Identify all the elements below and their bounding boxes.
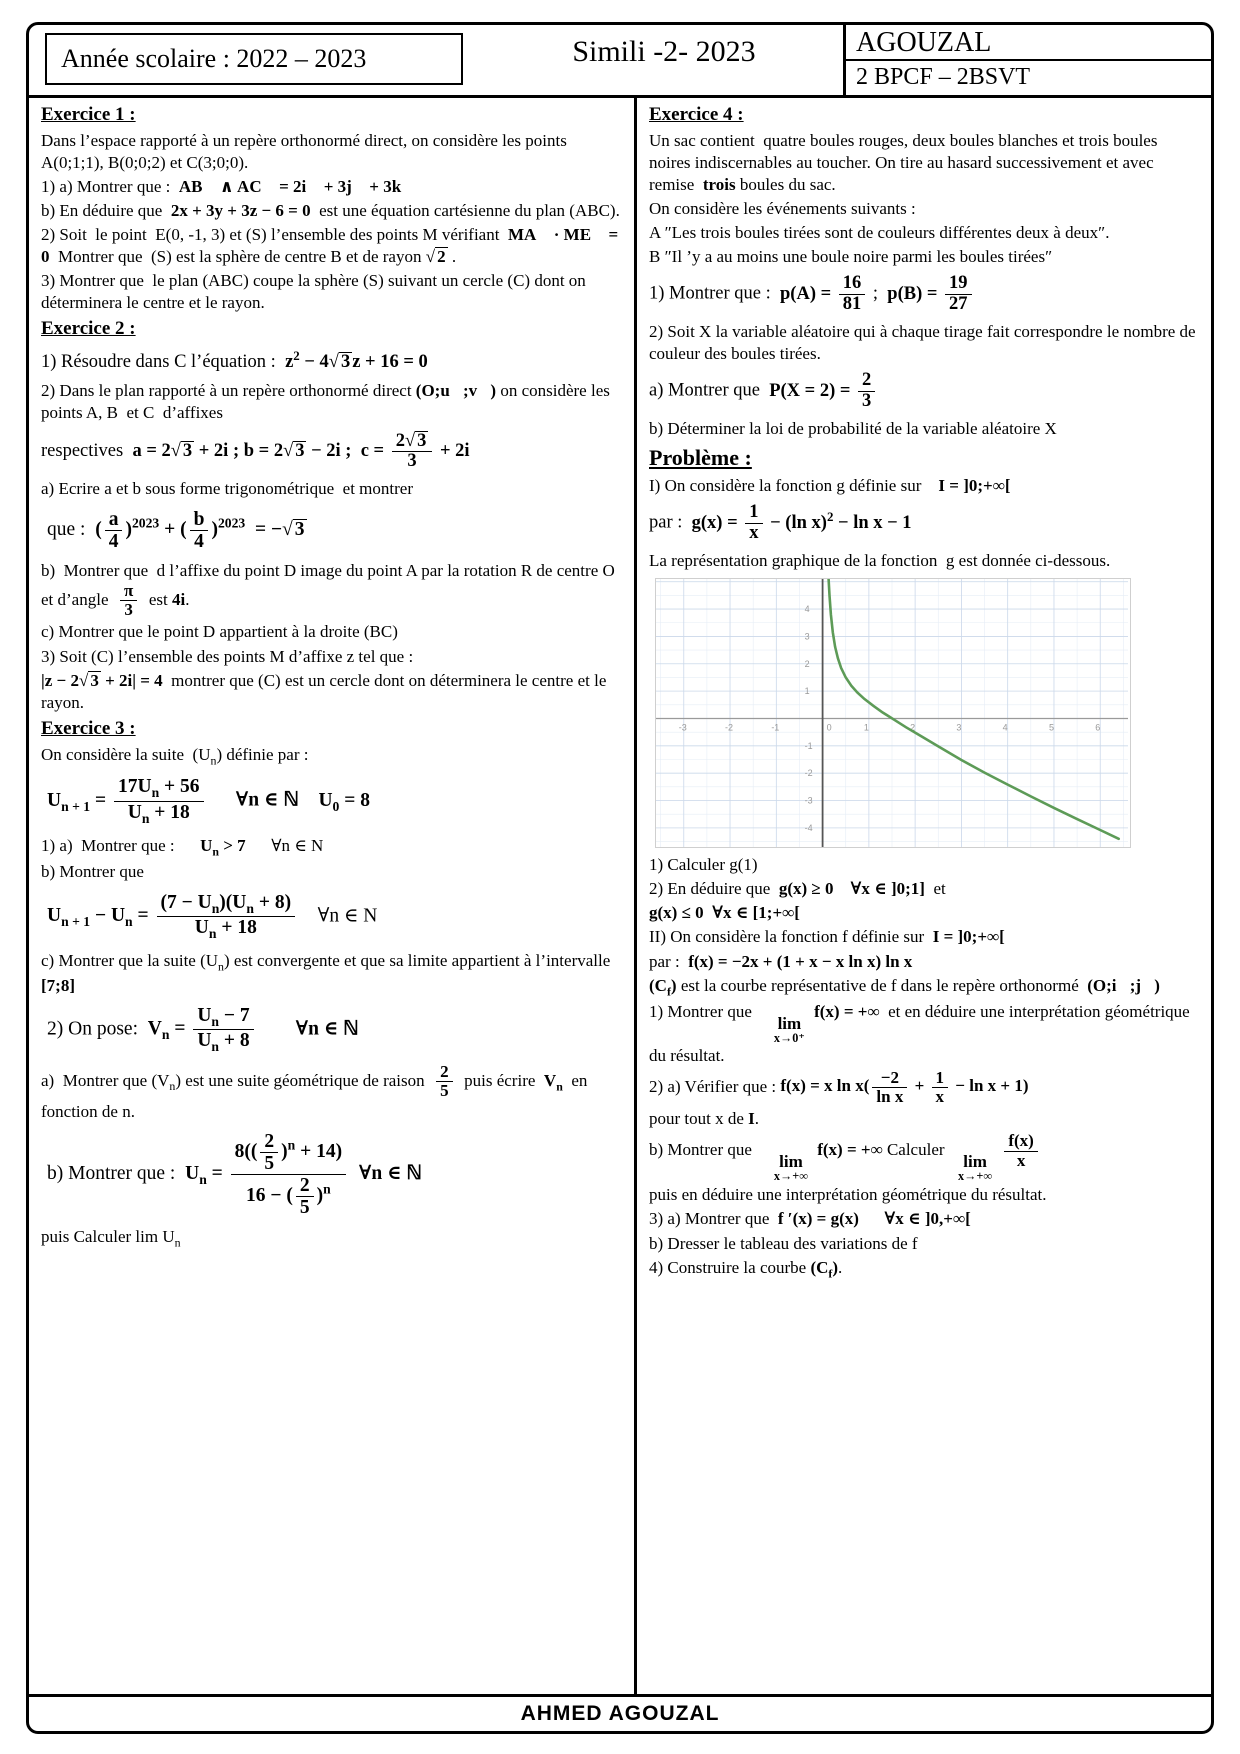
exam-title: Simili -2- 2023 bbox=[572, 35, 756, 68]
ex2-qc: c) Montrer que le point D appartient à la droite (BC) bbox=[41, 622, 398, 642]
svg-text:-2: -2 bbox=[804, 768, 813, 779]
prob-f-definition: par : f(x) = −2x + (1 + x − x ln x) ln x bbox=[649, 951, 913, 971]
ex3-q1c: c) Montrer que la suite $(U_n)$ est convergente et que sa limite appartient à l’intervalle [7;8] bbox=[41, 950, 615, 995]
svg-text:-4: -4 bbox=[804, 822, 813, 833]
prob-graph-intro: La représentation graphique de la fonction g est donnée ci-dessous. bbox=[649, 551, 1111, 571]
prob-q3b: b) Dresser le tableau des variations de f bbox=[649, 1233, 918, 1253]
prob-q2f2: pour tout x de I. bbox=[649, 1109, 760, 1129]
prob-part1: I) On considère la fonction g définie sur I = ]0;+∞[ bbox=[649, 476, 1011, 495]
class-names: 2 BPCF – 2BSVT bbox=[856, 64, 1031, 90]
ex3-qb: b) Montrer que : $U_n$ = 8(( $\frac{2}{5}$ )$^n$ + 14) 16 − ( $\frac{2}{5}$ )$^n$ ∀n ∈ ℕ bbox=[47, 1130, 423, 1218]
teacher-name: AGOUZAL bbox=[846, 25, 1211, 61]
ex3-q1b: b) Montrer que bbox=[41, 862, 144, 882]
footer bbox=[29, 1694, 1211, 1731]
ex2-q1: 1) Résoudre dans C l’équation : $z^2 - 4√$ 3 z + 16 = 0 bbox=[41, 348, 428, 373]
svg-text:1: 1 bbox=[804, 686, 810, 697]
ex4-q1: 1) Montrer que : p(A) = $\frac{16}{81}$ ; p(B) = $\frac{19}{27}$ bbox=[649, 274, 1199, 315]
svg-text:-1: -1 bbox=[771, 722, 780, 733]
svg-text:6: 6 bbox=[1095, 722, 1101, 733]
prob-q2: 2) En déduire que g(x) ≥ 0 ∀x ∈ ]0;1] et bbox=[649, 879, 946, 899]
svg-text:0: 0 bbox=[826, 722, 832, 733]
ex2-q2: 2) Dans le plan rapporté à un repère orthonormé direct (O;u⃗;v⃗) on considère les points A, B et C d’affixes bbox=[41, 381, 610, 423]
ex2-q3: 3) Soit (C) l’ensemble des points M d’affixe z tel que : bbox=[41, 646, 414, 666]
ex1-intro: Dans l’espace rapporté à un repère orthonormé direct, on considère les points A(0;1;1), B(0;0;2) et C(3;0;0). bbox=[41, 130, 567, 172]
ex2-que: que : ( $\frac{a}{4}$ )$^{2023}$ + ( $\frac{b}{4}$ )$^{2023}$ = −√ 3 bbox=[47, 508, 305, 552]
ex3-qa: a) Montrer que $(V_n)$ est une suite géométrique de raison $\frac{2}{5}$ puis écrire $V_n$ en fonction de n. bbox=[41, 1062, 588, 1121]
svg-text:3: 3 bbox=[804, 631, 810, 642]
svg-text:4: 4 bbox=[804, 604, 810, 615]
ex2-q3m: |z − 2√ 3 + 2i| = 4 montrer que (C) est un cercle dont on déterminera le centre et le rayon. bbox=[41, 670, 607, 712]
prob-q2b: g(x) ≤ 0 ∀x ∈ [1;+∞[ bbox=[649, 903, 800, 923]
ex1-q1b: b) En déduire que 2x + 3y + 3z − 6 = 0 est une équation cartésienne du plan (ABC). bbox=[41, 200, 620, 220]
svg-text:3: 3 bbox=[956, 722, 962, 733]
g-curve-plot bbox=[656, 579, 1128, 847]
teacher-box bbox=[843, 25, 1211, 95]
ex2-resp: respectives a = 2√ 3 + 2i ; b = 2√ 3 − 2i ; c = $\frac{2√ 3}{3}$ + 2i bbox=[41, 430, 470, 472]
svg-text:4: 4 bbox=[1002, 722, 1008, 733]
prob-q2f: 2) a) Vérifier que : f(x) = x ln x( $\frac{-2}{\text{ln x}}$ + $\frac{1}{x}$ − ln x + 1) bbox=[649, 1067, 1029, 1107]
ex1-title: Exercice 1 : bbox=[41, 104, 136, 125]
ex1-q2: 2) Soit le point E(0, -1, 3) et (S) l’ensemble des points M vérifiant MA⃗ · ME⃗ = 0 Montrer que (S) est la sphère de centre B et de rayon √ 2 . bbox=[41, 225, 619, 267]
ex4-event-b: B ″Il ’y a au moins une boule noire parmi les boules tirées″ bbox=[649, 247, 1053, 267]
prob-q3a: 3) a) Montrer que f ′(x) = g(x) ∀x ∈ ]0,+∞[ bbox=[649, 1209, 971, 1229]
svg-text:-2: -2 bbox=[725, 722, 734, 733]
prob-q1f: 1) Montrer que lim x→0⁺ f(x) = +∞ et en déduire une interprétation géométrique du résultat. bbox=[649, 1002, 1190, 1065]
prob-part2: II) On considère la fonction f définie sur I = ]0;+∞[ bbox=[649, 927, 1005, 947]
main-content bbox=[29, 95, 1211, 1697]
ex2-title: Exercice 2 : bbox=[41, 318, 136, 340]
header bbox=[29, 25, 1211, 98]
ex2-qb: b) Montrer que d l’affixe du point D image du point A par la rotation R de centre O et d’angle $\frac{\pi}{3}$ est 4i. bbox=[41, 560, 615, 620]
prob-g-definition: par : g(x) = $\frac{1}{x}$ − (ln x)$^2$ − ln x − 1 bbox=[649, 502, 912, 544]
svg-text:-1: -1 bbox=[804, 740, 813, 751]
ex3-last: puis Calculer $\lim U_n$ bbox=[41, 1227, 181, 1250]
svg-text:2: 2 bbox=[910, 722, 916, 733]
ex3-q2: 2) On pose: $V_n$ = $\frac{U_n - 7}{U_n + 8}$ ∀n ∈ ℕ bbox=[47, 1004, 359, 1055]
ex1-q3: 3) Montrer que le plan (ABC) coupe la sphère (S) suivant un cercle (C) dont on déterminera le centre et le rayon. bbox=[41, 271, 586, 313]
g-function-graph bbox=[655, 578, 1131, 848]
school-year-box bbox=[45, 33, 463, 85]
svg-text:-3: -3 bbox=[804, 795, 813, 806]
svg-text:-3: -3 bbox=[678, 722, 687, 733]
ex3-q1a: 1) a) Montrer que : $U_n > 7$ ∀n ∈ N bbox=[41, 835, 324, 859]
prob-cf: $(C_f)$ est la courbe représentative de f dans le repère orthonormé (O;i⃗;j⃗) bbox=[649, 975, 1160, 998]
probleme-title: Problème : bbox=[649, 445, 752, 471]
ex4-intro: Un sac contient quatre boules rouges, deux boules blanches et trois boules noires indiscernables au toucher. On tire au hasard successivement et avec remise trois boules du sac. bbox=[649, 130, 1158, 194]
ex4-qb: b) Déterminer la loi de probabilité de la variable aléatoire X bbox=[649, 419, 1057, 439]
prob-q1: 1) Calculer g(1) bbox=[649, 855, 758, 875]
left-column bbox=[29, 95, 637, 1697]
exam-page-frame bbox=[26, 22, 1214, 1734]
prob-q4: 4) Construire la courbe $(C_f)$. bbox=[649, 1257, 843, 1281]
ex3-title: Exercice 3 : bbox=[41, 717, 136, 739]
ex4-events: On considère les événements suivants : bbox=[649, 198, 916, 218]
ex3-difference: $U_{n + 1} - U_n$ = $\frac{(7 - U_n)(U_n + 8)}{U_n + 18}$ ∀n ∈ N bbox=[47, 891, 378, 942]
prob-q2bf2: puis en déduire une interprétation géométrique du résultat. bbox=[649, 1185, 1047, 1205]
ex3-recurrence: $U_{n + 1}$ = $\frac{17U_n + 56}{U_n + 18}$ ∀n ∈ ℕ $U_0 = 8$ bbox=[47, 776, 370, 826]
ex4-event-a: A ″Les trois boules tirées sont de couleurs différentes deux à deux″. bbox=[649, 223, 1110, 243]
ex4-title: Exercice 4 : bbox=[649, 104, 744, 125]
ex4-q2: 2) Soit X la variable aléatoire qui à chaque tirage fait correspondre le nombre de couleur des boules tirées. bbox=[649, 322, 1196, 364]
right-column bbox=[637, 95, 1211, 1697]
svg-text:1: 1 bbox=[863, 722, 869, 733]
ex3-intro: On considère la suite $(U_n)$ définie par : bbox=[41, 744, 309, 767]
svg-text:5: 5 bbox=[1048, 722, 1054, 733]
ex1-q1a: 1) a) Montrer que : AB⃗ ∧ AC⃗ = 2i⃗ + 3j⃗ + 3k⃗ bbox=[41, 176, 415, 196]
ex2-qa: a) Ecrire a et b sous forme trigonométrique et montrer bbox=[41, 479, 413, 499]
ex4-qa: a) Montrer que P(X = 2) = $\frac{2}{3}$ bbox=[649, 371, 1199, 412]
prob-q2bf: b) Montrer que lim x→+∞ f(x) = +∞ Calculer lim x→+∞ $\frac{f(x)}{x}$ bbox=[649, 1132, 1199, 1182]
school-year-label: Année scolaire : 2022 – 2023 bbox=[61, 44, 367, 73]
svg-text:2: 2 bbox=[804, 658, 810, 669]
footer-author: AHMED AGOUZAL bbox=[520, 1702, 720, 1725]
